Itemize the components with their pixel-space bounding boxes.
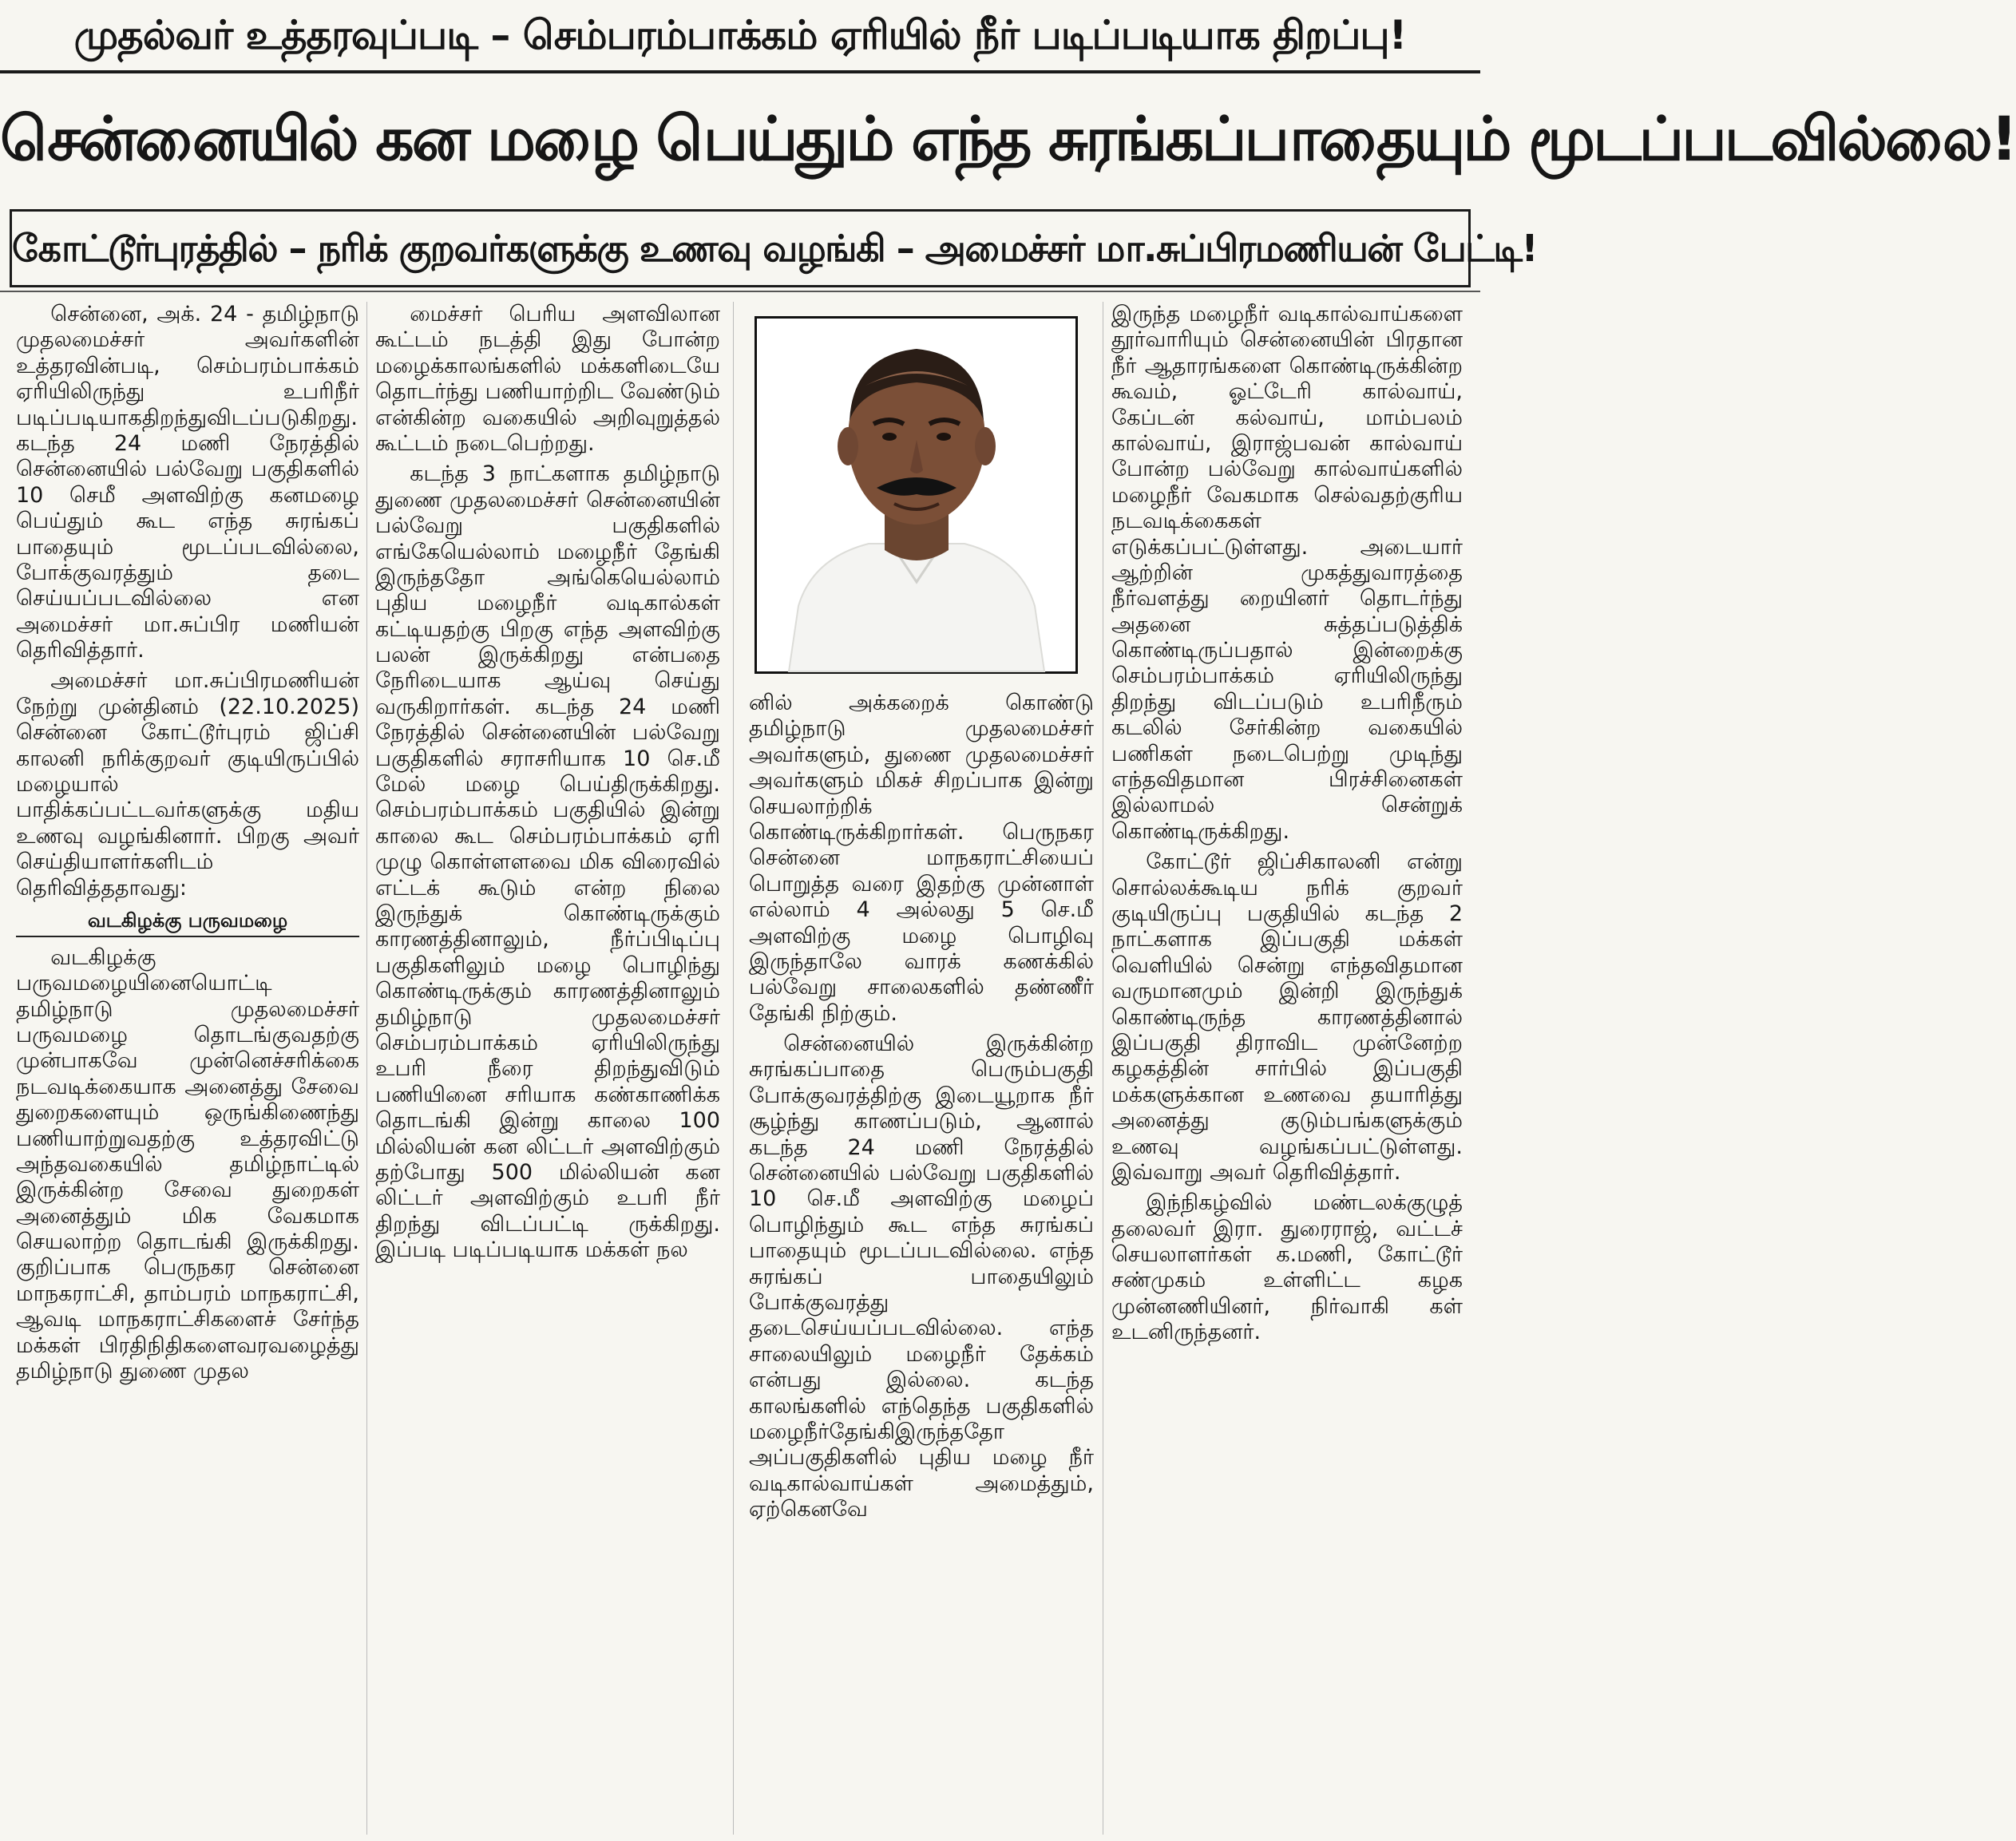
subheadline-text: கோட்டூர்புரத்தில் – நரிக் குறவர்களுக்கு உணவு வழங்கி – அமைச்சர் மா.சுப்பிரமணியன் பேட்டி! [12, 227, 1537, 270]
paragraph: இருந்த மழைநீர் வடிகால்வாய்களை தூர்வாரியும் சென்னையின் பிரதான நீர் ஆதாரங்களை கொண்டிருக்கின்ற கூவம், ஓட்டேரி கால்வாய், கேப்டன் கல்வாய், மாம்பலம் கால்வாய், இராஜ்பவன் கால்வாய் போன்ற பல்வேறு கால்வாய்களில் மழைநீர் வேகமாக செல்வதற்குரிய நடவடிக்கைகள் எடுக்கப்பட்டுள்ளது. அடையார் ஆற்றின் முகத்துவாரத்தை நீர்வளத்து றையினர் தொடர்ந்து அதனை சுத்தப்படுத்திக் கொண்டிருப்பதால் இன்றைக்கு செம்பரம்பாக்கம் ஏரியிலிருந்து திறந்து விடப்படும் உபரிநீரும் கடலில் சேர்கின்ற வகையில் பணிகள் நடைபெற்று முடிந்து எந்தவிதமான பிரச்சினைகள் இல்லாமல் சென்றுக் கொண்டிருக்கிறது. [1111, 302, 1463, 844]
article-column-1 [16, 302, 359, 1835]
column-divider [366, 302, 367, 1835]
article-column-4 [1111, 302, 1463, 1835]
paragraph: மைச்சர் பெரிய அளவிலான கூட்டம் நடத்தி இது போன்ற மழைக்காலங்களில் மக்களிடையே தொடர்ந்து பணியாற்றிட வேண்டும் என்கின்ற வகையில் அறிவுறுத்தல் கூட்டம் நடைபெற்றது. [375, 302, 720, 456]
column-divider [733, 302, 734, 1835]
kicker-headline: முதல்வர் உத்தரவுப்படி – செம்பரம்பாக்கம் ஏரியில் நீர் படிப்படியாக திறப்பு! [73, 12, 1407, 58]
divider [0, 70, 1480, 73]
paragraph: இந்நிகழ்வில் மண்டலக்குழுத் தலைவர் இரா. துரைராஜ், வட்டச் செயலாளர்கள் க.மணி, கோட்டூர் சண்முகம் உள்ளிட்ட கழக முன்னணியினர், நிர்வாகி கள் உடனிருந்தனர். [1111, 1190, 1463, 1345]
paragraph: கடந்த 3 நாட்களாக தமிழ்நாடு துணை முதலமைச்சர் சென்னையின் பல்வேறு பகுதிகளில் எங்கேயெல்லாம் மழைநீர் தேங்கி இருந்ததோ அங்கெயெல்லாம் புதிய மழைநீர் வடிகால்கள் கட்டியதற்கு பிறகு எந்த அளவிற்கு பலன் இருக்கிறது என்பதை நேரிடையாக ஆய்வு செய்து வருகிறார்கள். கடந்த 24 மணி நேரத்தில் சென்னையின் பல்வேறு பகுதிகளில் சராசரியாக 10 செ.மீ மேல் மழை பெய்திருக்கிறது. செம்பரம்பாக்கம் பகுதியில் இன்று காலை கூட செம்பரம்பாக்கம் ஏரி முழு கொள்ளளவை மிக விரைவில் எட்டக் கூடும் என்ற நிலை இருந்துக் கொண்டிருக்கும் காரணத்தினாலும், நீர்ப்பிடிப்பு பகுதிகளிலும் மழை பொழிந்து கொண்டிருக்கும் காரணத்தினாலும் தமிழ்நாடு முதலமைச்சர் செம்பரம்பாக்கம் ஏரியிலிருந்து உபரி நீரை திறந்துவிடும் பணியினை சரியாக கண்காணிக்க தொடங்கி இன்று காலை 100 மில்லியன் கன லிட்டர் அளவிற்கும் தற்போது 500 மில்லியன் கன லிட்டர் அளவிற்கும் உபரி நீர் திறந்து விடப்பட்டி ருக்கிறது. இப்படி படிப்படியாக மக்கள் நல [375, 461, 720, 1263]
section-subheading: வடகிழக்கு பருவமழை [16, 909, 359, 937]
paragraph: சென்னை, அக். 24 - தமிழ்நாடு முதலமைச்சர் அவர்களின் உத்தரவின்படி, செம்பரம்பாக்கம் ஏரியிலிருந்து உபரிநீர் படிப்படியாகதிறந்துவிடப்படுகிறது. கடந்த 24 மணி நேரத்தில் சென்னையில் பல்வேறு பகுதிகளில் 10 செமீ அளவிற்கு கனமழை பெய்தும் கூட எந்த சுரங்கப் பாதையும் மூடப்படவில்லை, போக்குவரத்தும் தடை செய்யப்படவில்லை என அமைச்சர் மா.சுப்பிர மணியன் தெரிவித்தார். [16, 302, 359, 663]
paragraph: சென்னையில் இருக்கின்ற சுரங்கப்பாதை பெரும்பகுதி போக்குவரத்திற்கு இடையூறாக நீர் சூழ்ந்து காணப்படும், ஆனால் கடந்த 24 மணி நேரத்தில் சென்னையில் பல்வேறு பகுதிகளில் 10 செ.மீ அளவிற்கு மழைப் பொழிந்தும் கூட எந்த சுரங்கப் பாதையும் மூடப்படவில்லை. எந்த சுரங்கப் பாதையிலும் போக்குவரத்து தடைசெய்யப்படவில்லை. எந்த சாலையிலும் மழைநீர் தேக்கம் என்பது இல்லை. கடந்த காலங்களில் எந்தெந்த பகுதிகளில் மழைநீர்தேங்கிஇருந்ததோ அப்பகுதிகளில் புதிய மழை நீர் வடிகால்வாய்கள் அமைத்தும், ஏற்கெனவே [749, 1031, 1094, 1522]
divider [0, 291, 1480, 292]
subheadline-box [10, 209, 1537, 287]
paragraph: அமைச்சர் மா.சுப்பிரமணியன் நேற்று முன்தினம் (22.10.2025) சென்னை கோட்டூர்புரம் ஜிப்சி காலனி நரிக்குறவர் குடியிருப்பில் மழையால் பாதிக்கப்பட்டவர்களுக்கு மதிய உணவு வழங்கினார். பிறகு அவர் செய்தியாளர்களிடம் தெரிவித்ததாவது: [16, 668, 359, 901]
article-column-2 [375, 302, 720, 1835]
paragraph: கோட்டூர் ஜிப்சிகாலனி என்று சொல்லக்கூடிய நரிக் குறவர் குடியிருப்பு பகுதியில் கடந்த 2 நாட்களாக இப்பகுதி மக்கள் வெளியில் சென்று எந்தவிதமான வருமானமும் இன்றி இருந்துக் கொண்டிருந்த காரணத்தினால் இப்பகுதி திராவிட முன்னேற்ற கழகத்தின் சார்பில் இப்பகுதி மக்களுக்கான உணவை தயாரித்து அனைத்து குடும்பங்களுக்கும் உணவு வழங்கப்பட்டுள்ளது. இவ்வாறு அவர் தெரிவித்தார். [1111, 849, 1463, 1185]
portrait-illustration [757, 319, 1075, 671]
paragraph: னில் அக்கறைக் கொண்டு தமிழ்நாடு முதலமைச்சர் அவர்களும், துணை முதலமைச்சர் அவர்களும் மிகச் சிறப்பாக இன்று செயலாற்றிக் கொண்டிருக்கிறார்கள். பெருநகர சென்னை மாநகராட்சியைப் பொறுத்த வரை இதற்கு முன்னாள் எல்லாம் 4 அல்லது 5 செ.மீ அளவிற்கு மழை பொழிவு இருந்தாலே வாரக் கணக்கில் பல்வேறு சாலைகளில் தண்ணீர் தேங்கி நிற்கும். [749, 691, 1094, 1026]
paragraph: வடகிழக்கு பருவமழையினையொட்டி தமிழ்நாடு முதலமைச்சர் பருவமழை தொடங்குவதற்கு முன்பாகவே முன்னெச்சரிக்கை நடவடிக்கையாக அனைத்து சேவை துறைகளையும் ஒருங்கிணைந்து பணியாற்றுவதற்கு உத்தரவிட்டு அந்தவகையில் தமிழ்நாட்டில் இருக்கின்ற சேவை துறைகள் அனைத்தும் மிக வேகமாக செயலாற்ற தொடங்கி இருக்கிறது. குறிப்பாக பெருநகர சென்னை மாநகராட்சி, தாம்பரம் மாநகராட்சி, ஆவடி மாநகராட்சிகளைச் சேர்ந்த மக்கள் பிரதிநிதிகளைவரவழைத்து தமிழ்நாடு துணை முதல [16, 944, 359, 1384]
minister-portrait-photo [755, 316, 1078, 674]
main-headline: சென்னையில் கன மழை பெய்தும் எந்த சுரங்கப்பாதையும் மூடப்படவில்லை! [0, 103, 2016, 174]
article-column-3 [749, 691, 1094, 1835]
